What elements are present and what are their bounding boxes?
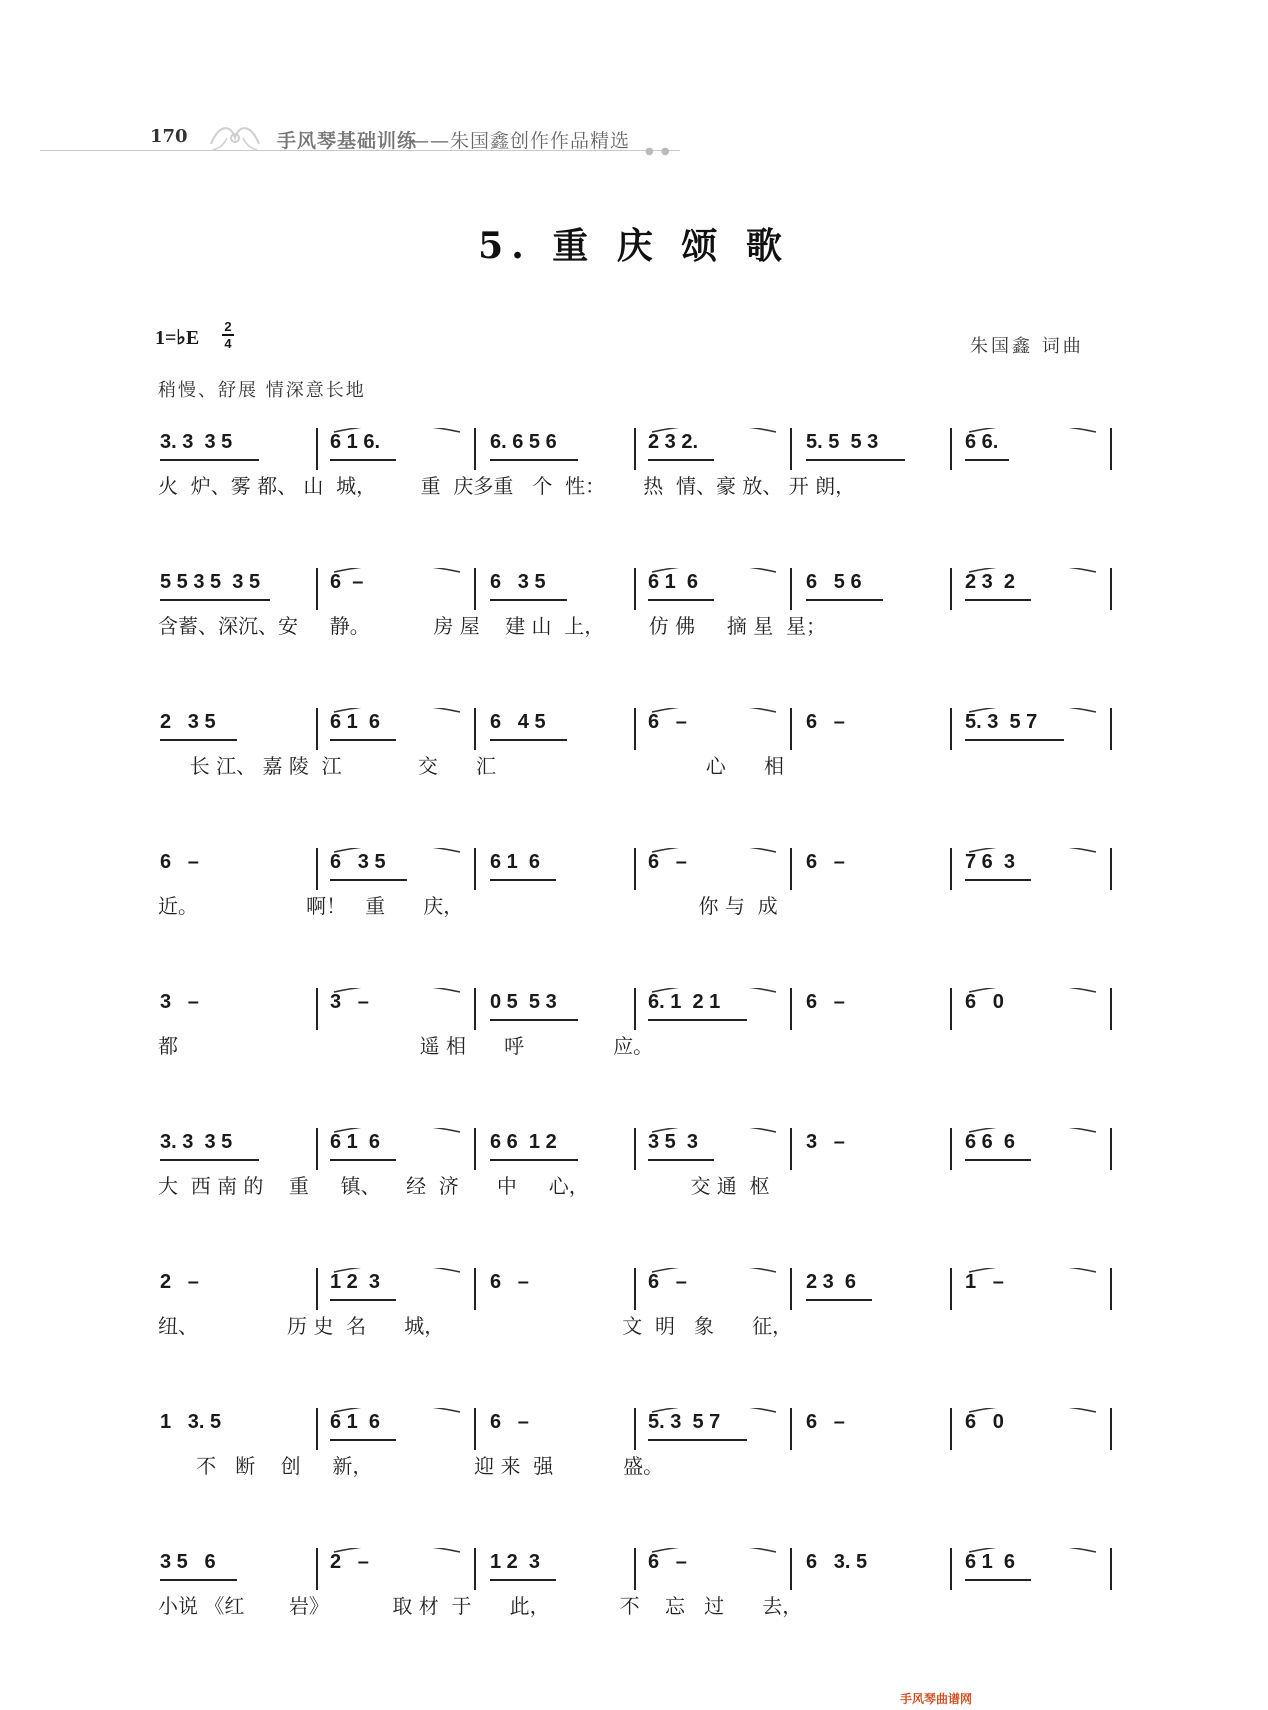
measure-notes: 6 – (160, 851, 199, 873)
score-system (0, 848, 1268, 948)
score-system (0, 1408, 1268, 1508)
slur-arc (334, 1548, 460, 1552)
slur-arc (652, 428, 776, 432)
slur-arc (652, 848, 776, 852)
measure-notes: 7 6 3 (965, 851, 1016, 873)
page-number: 170 (150, 126, 188, 147)
measure-notes: 6 3. 5 (806, 1551, 868, 1573)
measure-notes: 6 – (806, 711, 845, 733)
lyric-line: 含蓄、深沉、安 静。 房 屋 建 山 上， 仿 佛 摘 星 星； (158, 614, 826, 638)
measure-notes: 3 – (330, 991, 369, 1013)
slur-arc (334, 1128, 460, 1132)
key-signature: 1=♭E (155, 327, 200, 349)
lyric-line: 纽、 历 史 名 城， 文 明 象 征， (158, 1314, 793, 1338)
measure-notes: 2 3 5 (160, 711, 216, 733)
measure-notes: 6 1 6 (330, 1411, 381, 1433)
slur-arc (969, 1548, 1096, 1552)
measure-notes: 2 – (160, 1271, 199, 1293)
slur-arc (652, 568, 776, 572)
measure-notes: 2 3 2 (965, 571, 1016, 593)
composer-credit: 朱国鑫 词曲 (970, 336, 1084, 357)
slur-arc (969, 1408, 1096, 1412)
time-signature-top: 2 (224, 319, 232, 334)
measure-notes: 6 1 6 (330, 1131, 381, 1153)
measure-notes: 3 – (806, 1131, 845, 1153)
measure-notes: 3. 3 3 5 (160, 431, 233, 453)
slur-arc (969, 708, 1096, 712)
measure-notes: 6 – (806, 1411, 845, 1433)
measure-notes: 6 0 (965, 1411, 1004, 1433)
measure-notes: 1 – (965, 1271, 1004, 1293)
score-system (0, 708, 1268, 808)
slur-arc (652, 988, 776, 992)
measure-notes: 6 6. (965, 431, 999, 453)
measure-notes: 6 – (648, 711, 687, 733)
measure-notes: 2 3 2. (648, 431, 699, 453)
song-title: 5. 重 庆 颂 歌 (478, 225, 790, 267)
slur-arc (652, 1548, 776, 1552)
measure-notes: 6 – (490, 1271, 529, 1293)
score-system (0, 1128, 1268, 1228)
measure-notes: 1 3. 5 (160, 1411, 222, 1433)
slur-arc (969, 988, 1096, 992)
measure-notes: 6 6 1 2 (490, 1131, 557, 1153)
measure-notes: 6 0 (965, 991, 1004, 1013)
measure-notes: 6 – (648, 1551, 687, 1573)
measure-notes: 6 1 6 (330, 711, 381, 733)
lyric-line: 近。 啊！ 重 庆， 你 与 成 (158, 894, 778, 918)
slur-arc (969, 848, 1096, 852)
slur-arc (334, 848, 460, 852)
measure-notes: 6 4 5 (490, 711, 546, 733)
lyric-line: 火 炉、雾 都、 山 城， 重 庆多重 个 性： 热 情、豪 放、 开 朗， (158, 474, 856, 498)
book-title: 手风琴基础训练 (277, 130, 418, 152)
measure-notes: 6 – (648, 1271, 687, 1293)
lyric-line: 不 断 创 新， 迎 来 强 盛。 (158, 1454, 664, 1478)
measure-notes: 6 3 5 (330, 851, 386, 873)
slur-arc (652, 708, 776, 712)
measure-notes: 3. 3 3 5 (160, 1131, 233, 1153)
slur-arc (334, 1408, 460, 1412)
measure-notes: 6 1 6. (330, 431, 381, 453)
slur-arc (969, 1128, 1096, 1132)
lyric-line: 都 遥 相 呼 应。 (158, 1034, 654, 1058)
score-system (0, 988, 1268, 1088)
measure-notes: 3 5 3 (648, 1131, 699, 1153)
measure-notes: 2 – (330, 1551, 369, 1573)
measure-notes: 5. 3 5 7 (648, 1411, 721, 1433)
measure-notes: 3 5 6 (160, 1551, 216, 1573)
measure-notes: 6 – (490, 1411, 529, 1433)
book-subtitle: ——朱国鑫创作作品精选 (410, 130, 631, 152)
rule-dots: ● ● (645, 146, 672, 157)
measure-notes: 3 – (160, 991, 199, 1013)
measure-notes: 6 1 6 (490, 851, 541, 873)
slur-arc (969, 568, 1096, 572)
score-system (0, 1268, 1268, 1368)
slur-arc (334, 988, 460, 992)
measure-notes: 5. 3 5 7 (965, 711, 1038, 733)
slur-arc (334, 428, 460, 432)
footer-watermark-text: 手风琴曲谱网 (900, 1692, 973, 1706)
slur-arc (652, 1268, 776, 1272)
score-system (0, 1548, 1268, 1648)
lyric-line: 小说 《红 岩》 取 材 于 此， 不 忘 过 去， (158, 1594, 803, 1618)
slur-arc (652, 1128, 776, 1132)
lyric-line: 长 江、 嘉 陵 江 交 汇 心 相 (158, 754, 784, 778)
measure-notes: 6 6 6 (965, 1131, 1016, 1153)
ribbon-ornament-icon (205, 118, 265, 154)
slur-arc (334, 708, 460, 712)
measure-notes: 6 – (806, 991, 845, 1013)
slur-arc (334, 1268, 460, 1272)
measure-notes: 6 3 5 (490, 571, 546, 593)
measure-notes: 5. 5 5 3 (806, 431, 879, 453)
measure-notes: 5 5 3 5 3 5 (160, 571, 261, 593)
measure-notes: 6 – (806, 851, 845, 873)
measure-notes: 6 – (330, 571, 364, 593)
slur-arc (969, 428, 1096, 432)
measure-notes: 1 2 3 (490, 1551, 541, 1573)
measure-notes: 6 1 6 (965, 1551, 1016, 1573)
time-signature-bottom: 4 (224, 335, 232, 351)
tempo-marking: 稍慢、舒展 情深意长地 (158, 380, 366, 401)
score-system (0, 568, 1268, 668)
measure-notes: 6 1 6 (648, 571, 699, 593)
page-header (0, 110, 700, 160)
measure-notes: 6 – (648, 851, 687, 873)
measure-notes: 6. 6 5 6 (490, 431, 557, 453)
measure-notes: 1 2 3 (330, 1271, 381, 1293)
slur-arc (969, 1268, 1096, 1272)
measure-notes: 6. 1 2 1 (648, 991, 721, 1013)
slur-arc (652, 1408, 776, 1412)
measure-notes: 0 5 5 3 (490, 991, 557, 1013)
slur-arc (334, 568, 460, 572)
time-signature (222, 320, 234, 350)
measure-notes: 2 3 6 (806, 1271, 857, 1293)
lyric-line: 大 西 南 的 重 镇、 经 济 中 心， 交 通 枢 (158, 1174, 770, 1198)
footer-watermark (900, 1690, 972, 1707)
measure-notes: 6 5 6 (806, 571, 862, 593)
score-system (0, 428, 1268, 528)
